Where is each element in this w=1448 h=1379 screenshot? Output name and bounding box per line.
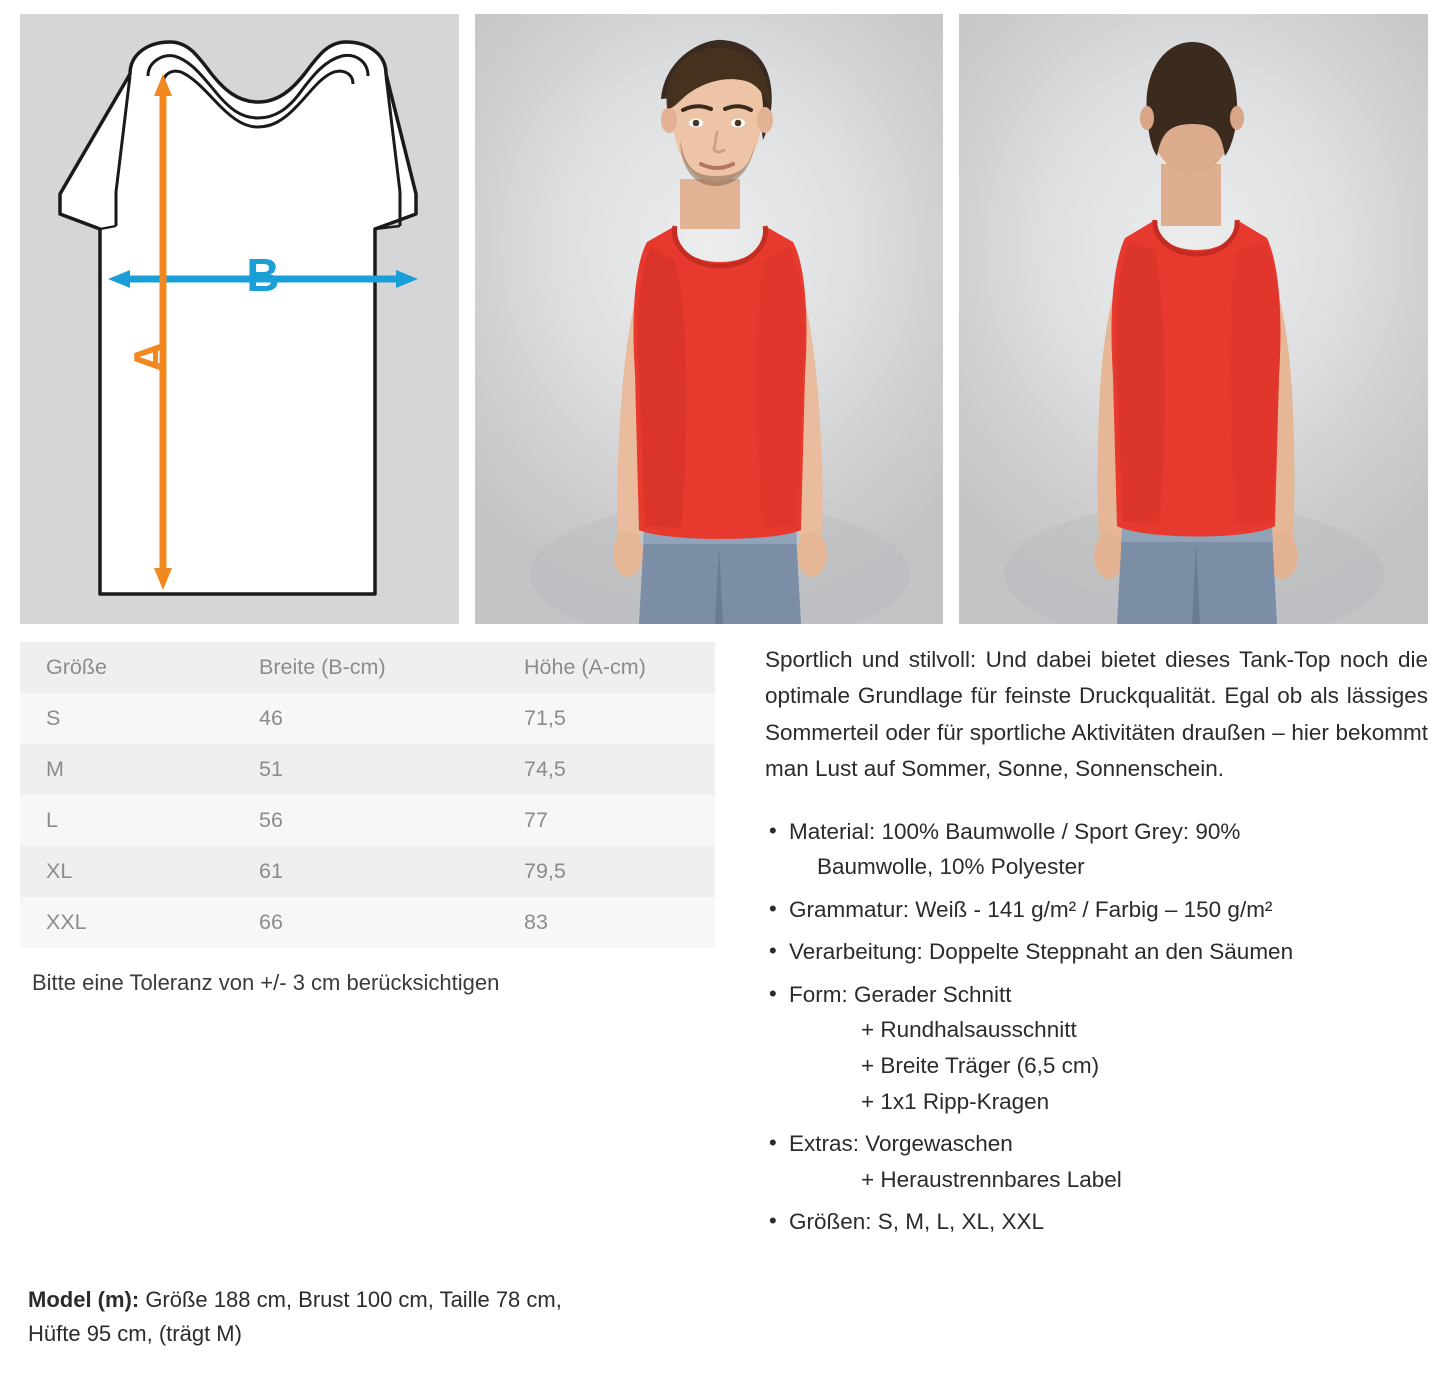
feature-list xyxy=(765,814,1428,1240)
cell-width: 56 xyxy=(259,808,283,832)
table-header-row xyxy=(20,642,715,693)
size-table xyxy=(20,642,715,948)
schematic-panel xyxy=(20,14,459,624)
list-item xyxy=(765,892,1428,928)
table-row xyxy=(20,744,715,795)
table-row xyxy=(20,897,715,948)
cell-height: 83 xyxy=(524,910,548,934)
feature-continuation: Baumwolle, 10% Polyester xyxy=(816,854,1085,880)
table-row xyxy=(20,846,715,897)
cell-width: 66 xyxy=(259,910,283,934)
feature-text: Material: 100% Baumwolle / Sport Grey: 90% xyxy=(788,818,1241,844)
cell-size: M xyxy=(46,757,64,781)
cell-width: 61 xyxy=(259,859,283,883)
feature-text: Grammatur: Weiß - 141 g/m² / Farbig – 150 g/m² xyxy=(788,896,1273,922)
size-table-column xyxy=(20,642,739,1247)
product-photo-back xyxy=(959,14,1428,624)
feature-sub-item: + Heraustrennbares Label xyxy=(860,1166,1122,1192)
cell-size: XXL xyxy=(46,910,87,934)
tank-top-technical-drawing-icon xyxy=(20,14,459,624)
product-images-row xyxy=(0,0,1448,624)
feature-sub-item: + 1x1 Ripp-Kragen xyxy=(860,1088,1050,1114)
column-header-size: Größe xyxy=(46,655,107,679)
model-info-line2: Hüfte 95 cm, (trägt M) xyxy=(28,1320,242,1346)
table-row xyxy=(20,795,715,846)
column-header-height: Höhe (A-cm) xyxy=(524,655,646,679)
tolerance-note: Bitte eine Toleranz von +/- 3 cm berücksichtigen xyxy=(32,970,500,995)
model-info-line1: Größe 188 cm, Brust 100 cm, Taille 78 cm, xyxy=(139,1286,562,1312)
cell-height: 74,5 xyxy=(524,757,566,781)
table-row xyxy=(20,693,715,744)
feature-text: Größen: S, M, L, XL, XXL xyxy=(788,1209,1045,1235)
cell-height: 77 xyxy=(524,808,548,832)
model-info xyxy=(28,1283,728,1351)
model-back-illustration xyxy=(959,14,1428,624)
cell-size: L xyxy=(46,808,58,832)
measure-label-a: A xyxy=(124,340,176,374)
feature-text: Form: Gerader Schnitt xyxy=(788,981,1012,1007)
column-header-width: Breite (B-cm) xyxy=(259,655,386,679)
intro-paragraph: Sportlich und stilvoll: Und dabei bietet dieses Tank-Top noch die optimale Grundlage für feinste Druckqualität. Egal ob als lässiges Sommerteil oder für sportliche Aktivitäten draußen – hier bekommt man Lust auf Sommer, Sonne, Sonnenschein. xyxy=(764,647,1428,782)
feature-text: Verarbeitung: Doppelte Steppnaht an den Säumen xyxy=(788,939,1294,965)
list-item xyxy=(765,977,1428,1119)
feature-text: Extras: Vorgewaschen xyxy=(788,1131,1013,1157)
cell-size: XL xyxy=(46,859,73,883)
description-column xyxy=(739,642,1428,1247)
model-front-illustration xyxy=(475,14,944,624)
product-photo-front xyxy=(475,14,944,624)
measure-label-b: B xyxy=(246,249,280,301)
model-info-label: Model (m): xyxy=(28,1286,140,1312)
cell-width: 51 xyxy=(259,757,283,781)
list-item xyxy=(765,934,1428,970)
list-item xyxy=(765,814,1428,885)
feature-sub-item: + Rundhalsausschnitt xyxy=(860,1017,1077,1043)
feature-sub-item: + Breite Träger (6,5 cm) xyxy=(860,1053,1100,1079)
cell-size: S xyxy=(46,706,61,730)
cell-width: 46 xyxy=(259,706,283,730)
list-item xyxy=(765,1126,1428,1197)
cell-height: 71,5 xyxy=(524,706,566,730)
cell-height: 79,5 xyxy=(524,859,566,883)
list-item xyxy=(765,1204,1428,1240)
